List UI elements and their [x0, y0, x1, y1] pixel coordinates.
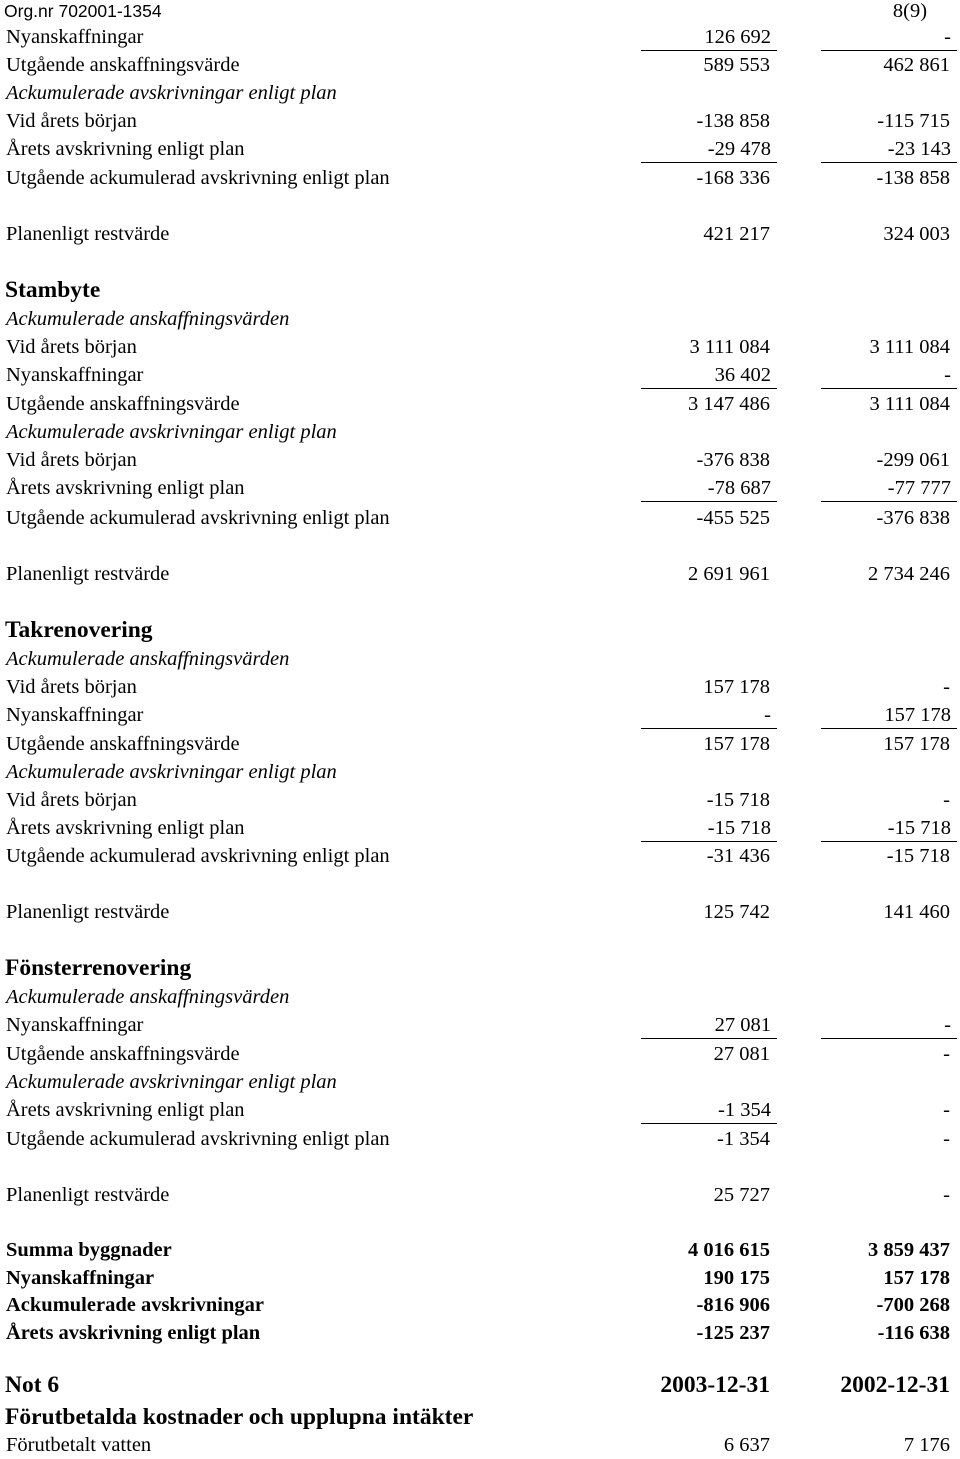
value-col-2002: [820, 276, 950, 304]
table-row-utgaende-anskaffningsvarde: [0, 390, 960, 418]
row-label: Utgående anskaffningsvärde: [6, 54, 240, 76]
table-row-nyanskaffningar: [0, 701, 960, 729]
subsection-label-row-ackumulerade-avskrivningar-enligt-plan: [0, 418, 960, 446]
value-col-2002: -116 638: [877, 1322, 950, 1344]
value-col-2003: -: [641, 701, 771, 729]
row-label: Stambyte: [5, 277, 101, 303]
value-col-2003: 157 178: [703, 733, 770, 755]
table-row-planenligt-restvarde: [0, 1181, 960, 1209]
row-label: Utgående anskaffningsvärde: [6, 1043, 240, 1065]
value-col-2002: -700 268: [876, 1294, 950, 1316]
row-label: Takrenovering: [5, 617, 153, 643]
value-col-2003: 157 178: [703, 676, 770, 698]
table-row-planenligt-restvarde: [0, 220, 960, 248]
value-col-2003: 6 637: [723, 1434, 770, 1456]
row-label: Fönsterrenovering: [5, 955, 192, 981]
subsection-label-row-ackumulerade-avskrivningar-enligt-plan: [0, 79, 960, 107]
value-col-2003: 3 111 084: [689, 336, 770, 358]
table-row-utgaende-anskaffningsvarde: [0, 51, 960, 79]
value-col-2003: 27 081: [713, 1043, 770, 1065]
value-col-2002: -115 715: [877, 110, 950, 132]
value-col-2003: [640, 954, 770, 982]
value-col-2002: [820, 758, 950, 786]
table-row-nyanskaffningar: [0, 23, 960, 51]
row-label: Nyanskaffningar: [6, 1267, 155, 1289]
value-col-2003: 589 553: [703, 54, 770, 76]
value-col-2003: -816 906: [696, 1294, 770, 1316]
row-label: Summa byggnader: [6, 1239, 172, 1261]
value-col-2002: -: [821, 1011, 951, 1039]
value-col-2002: 7 176: [903, 1434, 950, 1456]
value-col-2002: 2 734 246: [868, 563, 950, 585]
value-col-2002: [820, 79, 950, 107]
value-col-2002: 462 861: [883, 54, 950, 76]
table-row-arets-avskrivning-enligt-plan: [0, 135, 960, 163]
row-label: Not 6: [5, 1372, 60, 1398]
value-col-2003: -455 525: [696, 507, 770, 529]
value-col-2003: [640, 645, 770, 673]
value-col-2003: 2 691 961: [688, 563, 770, 585]
row-label: Planenligt restvärde: [6, 1184, 170, 1206]
value-col-2002: -77 777: [821, 474, 951, 502]
row-label: Utgående ackumulerad avskrivning enligt plan: [6, 1128, 390, 1150]
value-col-2003: -15 718: [641, 814, 771, 842]
value-col-2002: [820, 1068, 950, 1096]
row-label: Planenligt restvärde: [6, 223, 170, 245]
value-col-2002: -138 858: [876, 167, 950, 189]
value-col-2002: [820, 616, 950, 644]
table-row-vid-arets-borjan: [0, 786, 960, 814]
row-label: Ackumulerade avskrivningar enligt plan: [6, 1071, 337, 1093]
value-col-2002: 141 460: [883, 901, 950, 923]
row-label: Ackumulerade avskrivningar: [6, 1294, 264, 1316]
value-col-2002: [820, 418, 950, 446]
table-row-arets-avskrivning-enligt-plan: [0, 474, 960, 502]
row-label: Ackumulerade anskaffningsvärden: [6, 986, 290, 1008]
row-label: Utgående anskaffningsvärde: [6, 733, 240, 755]
value-col-2003: 4 016 615: [688, 1239, 770, 1261]
value-col-2002: -: [943, 1043, 950, 1065]
value-col-2002: 157 178: [821, 701, 951, 729]
org-number: Org.nr 702001-1354: [4, 1, 162, 21]
row-label: Ackumulerade avskrivningar enligt plan: [6, 82, 337, 104]
value-col-2003: [640, 79, 770, 107]
value-col-2002: -15 718: [821, 814, 951, 842]
row-label: Utgående anskaffningsvärde: [6, 393, 240, 415]
value-col-2003: -376 838: [696, 449, 770, 471]
value-col-2003: -15 718: [706, 789, 770, 811]
row-label: Nyanskaffningar: [6, 1014, 144, 1036]
value-col-2002: 3 111 084: [869, 336, 950, 358]
row-label: Förutbetalda kostnader och upplupna intäkter: [5, 1404, 474, 1430]
value-col-2003: 36 402: [641, 361, 771, 389]
value-col-2002: [820, 983, 950, 1011]
value-col-2003: -1 354: [717, 1128, 770, 1150]
value-col-2002: -: [943, 1128, 950, 1150]
value-col-2002: [820, 645, 950, 673]
value-col-2003: -125 237: [696, 1322, 770, 1344]
value-col-2002: -: [821, 361, 951, 389]
row-label: Vid årets början: [6, 336, 137, 358]
table-row-vid-arets-borjan: [0, 107, 960, 135]
table-row-vid-arets-borjan: [0, 673, 960, 701]
subsection-label-row-ackumulerade-anskaffningsvarden: [0, 305, 960, 333]
table-row-nyanskaffningar: [0, 361, 960, 389]
value-col-2003: 2003-12-31: [660, 1372, 770, 1398]
value-col-2002: -: [943, 1184, 950, 1206]
value-col-2002: -376 838: [876, 507, 950, 529]
value-col-2002: 3 111 084: [869, 393, 950, 415]
table-row-utgaende-ackumulerad-avskrivning-enligt-plan: [0, 504, 960, 532]
value-col-2003: [640, 983, 770, 1011]
row-label: Årets avskrivning enligt plan: [6, 477, 245, 499]
row-label: Planenligt restvärde: [6, 901, 170, 923]
value-col-2002: [820, 1403, 950, 1431]
row-label: Vid årets början: [6, 676, 137, 698]
section-heading-row-takrenovering: [0, 616, 960, 644]
subsection-label-row-ackumulerade-avskrivningar-enligt-plan: [0, 758, 960, 786]
table-row-vid-arets-borjan: [0, 333, 960, 361]
value-col-2002: 157 178: [883, 1267, 950, 1289]
value-col-2002: -299 061: [876, 449, 950, 471]
value-col-2002: 3 859 437: [868, 1239, 950, 1261]
page-number: 8(9): [892, 0, 928, 22]
table-row-planenligt-restvarde: [0, 898, 960, 926]
value-col-2003: [640, 418, 770, 446]
value-col-2003: [640, 616, 770, 644]
row-label: Årets avskrivning enligt plan: [6, 138, 245, 160]
row-label: Vid årets början: [6, 449, 137, 471]
section-heading-row-forutbetalda-kostnader-och-upplupna-intakter: [0, 1403, 960, 1431]
value-col-2003: -1 354: [641, 1096, 771, 1124]
row-label: Planenligt restvärde: [6, 563, 170, 585]
value-col-2002: 324 003: [883, 223, 950, 245]
section-heading-row-stambyte: [0, 276, 960, 304]
section-heading-row-not-6: [0, 1371, 960, 1399]
row-label: Ackumulerade anskaffningsvärden: [6, 648, 290, 670]
summary-row-nyanskaffningar: [0, 1264, 960, 1292]
summary-row-arets-avskrivning-enligt-plan: [0, 1319, 960, 1347]
value-col-2003: 421 217: [703, 223, 770, 245]
row-label: Vid årets början: [6, 789, 137, 811]
table-row-nyanskaffningar: [0, 1011, 960, 1039]
summary-row-summa-byggnader: [0, 1236, 960, 1264]
value-col-2003: -29 478: [641, 135, 771, 163]
subsection-label-row-ackumulerade-anskaffningsvarden: [0, 983, 960, 1011]
value-col-2002: -: [943, 789, 950, 811]
table-row-utgaende-ackumulerad-avskrivning-enligt-plan: [0, 842, 960, 870]
value-col-2002: -15 718: [886, 845, 950, 867]
row-label: Ackumulerade anskaffningsvärden: [6, 308, 290, 330]
table-row-utgaende-anskaffningsvarde: [0, 1040, 960, 1068]
value-col-2003: [640, 1068, 770, 1096]
value-col-2003: [640, 1403, 770, 1431]
table-row-arets-avskrivning-enligt-plan: [0, 814, 960, 842]
section-heading-row-fonsterrenovering: [0, 954, 960, 982]
value-col-2003: 3 147 486: [688, 393, 770, 415]
row-label: Ackumulerade avskrivningar enligt plan: [6, 421, 337, 443]
table-row-planenligt-restvarde: [0, 560, 960, 588]
table-row-utgaende-ackumulerad-avskrivning-enligt-plan: [0, 1125, 960, 1153]
row-label: Årets avskrivning enligt plan: [6, 1099, 245, 1121]
value-col-2003: 27 081: [641, 1011, 771, 1039]
page-header: [0, 0, 960, 22]
row-label: Utgående ackumulerad avskrivning enligt plan: [6, 845, 390, 867]
value-col-2003: [640, 276, 770, 304]
subsection-label-row-ackumulerade-anskaffningsvarden: [0, 645, 960, 673]
table-row-arets-avskrivning-enligt-plan: [0, 1096, 960, 1124]
row-label: Utgående ackumulerad avskrivning enligt plan: [6, 507, 390, 529]
value-col-2003: [640, 305, 770, 333]
value-col-2003: -168 336: [696, 167, 770, 189]
value-col-2003: [640, 758, 770, 786]
row-label: Ackumulerade avskrivningar enligt plan: [6, 761, 337, 783]
value-col-2003: 25 727: [713, 1184, 770, 1206]
table-row-utgaende-ackumulerad-avskrivning-enligt-plan: [0, 164, 960, 192]
row-label: Vid årets början: [6, 110, 137, 132]
value-col-2003: -78 687: [641, 474, 771, 502]
value-col-2002: -23 143: [821, 135, 951, 163]
value-col-2003: 125 742: [703, 901, 770, 923]
value-col-2003: -31 436: [706, 845, 770, 867]
summary-row-ackumulerade-avskrivningar: [0, 1291, 960, 1319]
value-col-2002: -: [943, 1099, 950, 1121]
value-col-2002: 2002-12-31: [840, 1372, 950, 1398]
value-col-2002: [820, 305, 950, 333]
value-col-2003: -138 858: [696, 110, 770, 132]
row-label: Nyanskaffningar: [6, 26, 144, 48]
value-col-2003: 126 692: [641, 23, 771, 51]
table-row-vid-arets-borjan: [0, 446, 960, 474]
value-col-2003: 190 175: [703, 1267, 770, 1289]
value-col-2002: -: [943, 676, 950, 698]
row-label: Nyanskaffningar: [6, 704, 144, 726]
row-label: Årets avskrivning enligt plan: [6, 817, 245, 839]
row-label: Årets avskrivning enligt plan: [6, 1322, 261, 1344]
value-col-2002: -: [821, 23, 951, 51]
value-col-2002: [820, 954, 950, 982]
table-row-utgaende-anskaffningsvarde: [0, 730, 960, 758]
row-label: Förutbetalt vatten: [6, 1434, 152, 1456]
subsection-label-row-ackumulerade-avskrivningar-enligt-plan: [0, 1068, 960, 1096]
row-label: Nyanskaffningar: [6, 364, 144, 386]
value-col-2002: 157 178: [883, 733, 950, 755]
row-label: Utgående ackumulerad avskrivning enligt plan: [6, 167, 390, 189]
